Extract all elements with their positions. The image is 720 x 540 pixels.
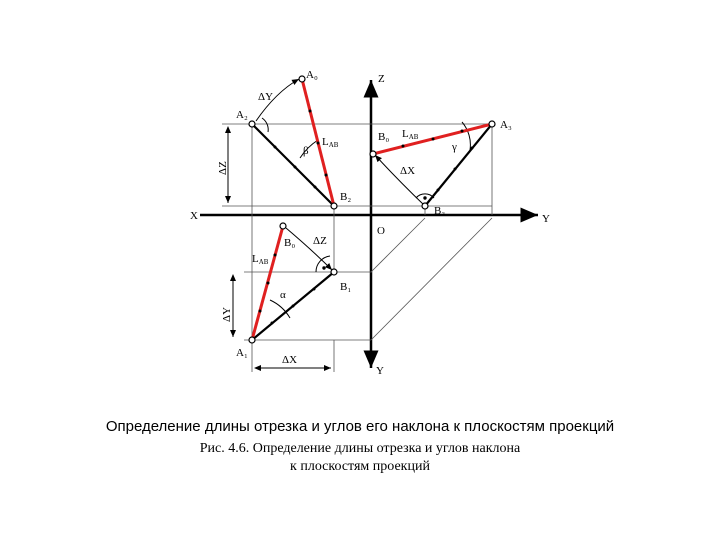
figure-caption-line2: к плоскостям проекций	[290, 459, 430, 474]
label-dz-left: ΔZ	[217, 161, 229, 175]
figure-caption-line1: Рис. 4.6. Определение длины отрезка и углов наклона	[199, 441, 521, 456]
label-lab-right: LAB	[402, 128, 419, 141]
label-alpha: α	[280, 289, 286, 301]
label-z: Z	[378, 73, 385, 85]
label-a1: A₁	[236, 347, 248, 359]
label-y-bottom: Y	[376, 365, 384, 377]
label-a2: A₂	[236, 109, 248, 121]
label-dy-top: ΔY	[258, 91, 274, 103]
label-b2: B₂	[340, 191, 352, 203]
label-dx-right: ΔX	[400, 165, 416, 177]
dimension-lines	[228, 127, 331, 368]
figure-caption	[0, 440, 720, 476]
label-a0: A₀	[306, 69, 318, 81]
label-a3: A₃	[500, 119, 512, 131]
label-dz-low: ΔZ	[313, 235, 327, 247]
label-b0-low: B₀	[284, 237, 296, 249]
segment-a3-b3	[425, 124, 492, 206]
label-lab-low: LAB	[252, 253, 269, 266]
projection-lines	[222, 124, 492, 372]
label-gamma: γ	[452, 141, 457, 153]
label-b0-right: B₀	[378, 131, 390, 143]
label-lab-front: LAB	[322, 136, 339, 149]
tick-dots	[259, 110, 474, 325]
label-dx-bottom: ΔX	[282, 354, 298, 366]
label-o: O	[377, 225, 385, 237]
label-dy-left: ΔY	[221, 306, 233, 322]
caption-title: Определение длины отрезка и углов его наклона к плоскостям проекций	[105, 418, 615, 435]
label-b1: B₁	[340, 281, 352, 293]
label-y-right: Y	[542, 213, 550, 225]
label-b3: B₃	[434, 205, 446, 217]
label-x: X	[190, 210, 198, 222]
label-beta: β	[303, 145, 309, 157]
